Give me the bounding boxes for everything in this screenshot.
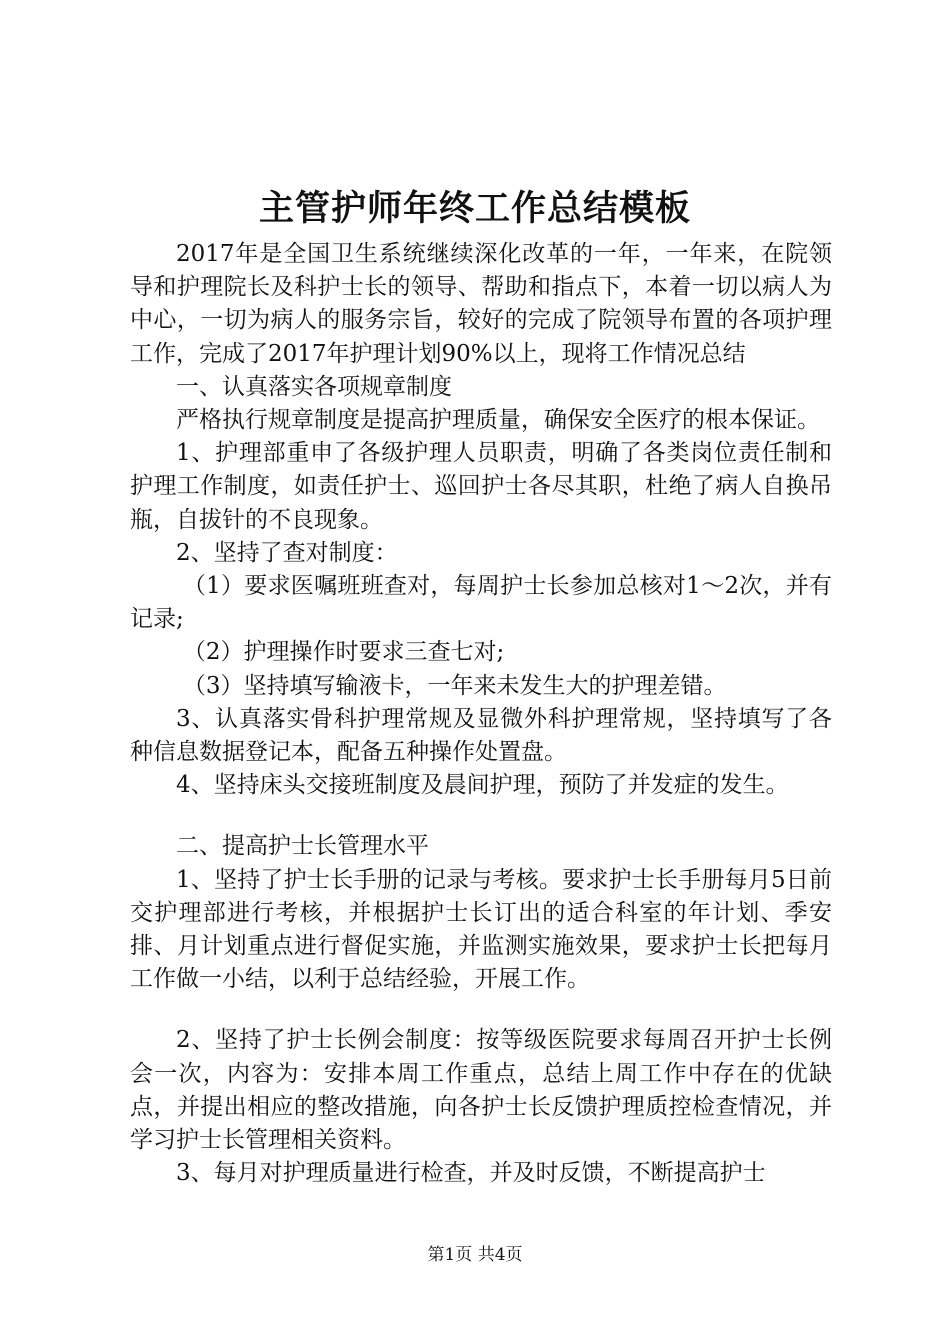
document-title: 主管护师年终工作总结模板 [258, 188, 691, 229]
paragraph: 2、坚持了查对制度： [176, 539, 398, 566]
paragraph: 3、认真落实骨科护理常规及显微外科护理常规，坚持填写了各种信息数据登记本，配备五种操作处置盘。 [130, 705, 832, 766]
paragraph: 4、坚持床头交接班制度及晨间护理，预防了并发症的发生。 [176, 772, 789, 799]
paragraph: 3、每月对护理质量进行检查，并及时反馈，不断提高护士 [176, 1160, 766, 1187]
paragraph: 1、护理部重申了各级护理人员职责，明确了各类岗位责任制和护理工作制度，如责任护士、巡回护士各尽其职，杜绝了病人自换吊瓶，自拔针的不良现象。 [130, 440, 832, 533]
section-heading-2: 二、提高护士长管理水平 [176, 833, 429, 860]
list-item: （2）护理操作时要求三查七对; [182, 639, 505, 666]
document-body [130, 238, 832, 1190]
paragraph: 严格执行规章制度是提高护理质量，确保安全医疗的根本保证。 [176, 407, 820, 434]
paragraph: 1、坚持了护士长手册的记录与考核。要求护士长手册每月5日前交护理部进行考核，并根据护士长订出的适合科室的年计划、季安排、月计划重点进行督促实施，并监测实施效果，要求护士长把每月工作做一小结，以利于总结经验，开展工作。 [130, 866, 832, 993]
section-heading-1: 一、认真落实各项规章制度 [176, 373, 452, 400]
list-item: （3）坚持填写输液卡，一年来未发生大的护理差错。 [182, 672, 727, 699]
paragraph-intro: 2017年是全国卫生系统继续深化改革的一年，一年来，在院领导和护理院长及科护士长的领导、帮助和指点下，本着一切以病人为中心，一切为病人的服务宗旨，较好的完成了院领导布置的各项护理工作，完成了2017年护理计划90%以上，现将工作情况总结 [130, 241, 832, 367]
page-footer: 第1页 共4页 [427, 1245, 523, 1265]
paragraph: 2、坚持了护士长例会制度：按等级医院要求每周召开护士长例会一次，内容为：安排本周工作重点，总结上周工作中存在的优缺点，并提出相应的整改措施，向各护士长反馈护理质控检查情况，并学习护士长管理相关资料。 [130, 1027, 832, 1154]
list-item: （1）要求医嘱班班查对，每周护士长参加总核对1～2次，并有记录; [130, 573, 832, 633]
